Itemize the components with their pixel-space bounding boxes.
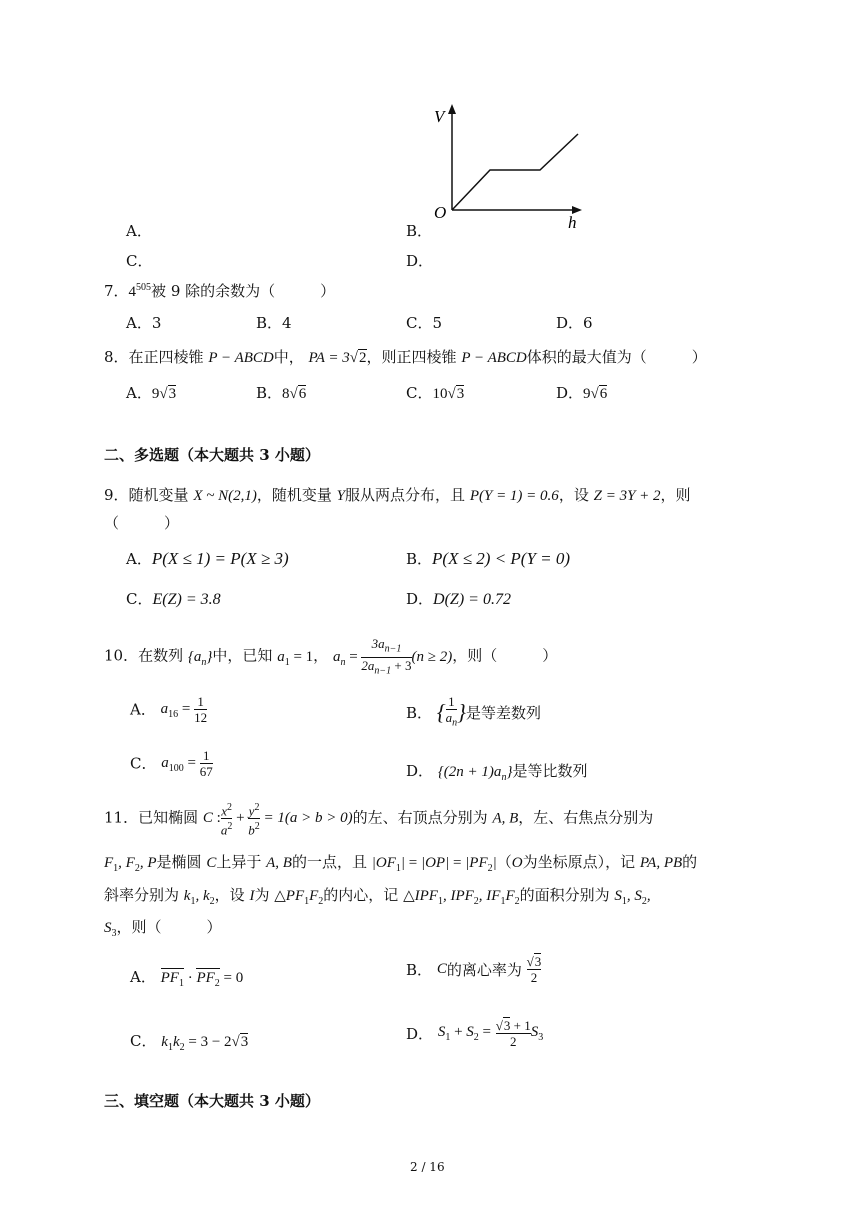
q9-text-2: ，随机变量: [256, 486, 332, 504]
q11-option-d-label: D．: [406, 1025, 434, 1043]
q6-option-b[interactable]: B．: [406, 222, 433, 240]
q9-option-a[interactable]: [126, 548, 289, 569]
q8-number: 8．: [104, 348, 129, 366]
q9-y: Y: [336, 488, 346, 504]
q9-paren: （ ）: [104, 514, 180, 532]
q9-option-d-expr: D(Z) = 0.72: [433, 591, 511, 608]
q11-text-13: 的面积分别为: [519, 886, 610, 904]
q9-text-1: 随机变量: [128, 486, 189, 504]
q11-option-c-label: C．: [130, 1032, 157, 1050]
q11-text-6: 的一点，且: [291, 853, 367, 871]
q8-option-c-coef: 10: [432, 386, 448, 402]
q11-option-b-label: B．: [406, 961, 433, 979]
q9-number: 9．: [104, 486, 129, 504]
q8-pyramid-2: P − ABCD: [461, 350, 527, 366]
q11-text-9: 的: [682, 853, 698, 871]
q8-option-b[interactable]: B．8√6: [256, 384, 307, 402]
q11-text-7: （: [496, 853, 512, 871]
q10-option-c[interactable]: [130, 748, 213, 779]
q11-option-d-expr: $S_1 + S_2$ =: [437, 1024, 491, 1043]
q11-f1f2p: $F_1$, $F_2$, P: [104, 855, 157, 874]
q8-pa-radicand: 2: [359, 350, 367, 366]
q7-base: 4: [128, 284, 137, 300]
q11-abs-eq: $|OF_1| = |OP| = |PF_2|$: [371, 855, 497, 874]
q9-x-dist: X ~ N(2,1): [193, 488, 257, 504]
q8-option-c[interactable]: C．10√3: [406, 384, 465, 402]
section-2-heading: 二、多选题（本大题共 3 小题）: [104, 446, 320, 464]
q8-option-a-coef: 9: [151, 386, 160, 402]
q8-option-d-label: D．: [556, 384, 584, 402]
q11-text-1: 已知椭圆: [138, 808, 199, 827]
q10-a1: $a_1 = 1$: [277, 648, 314, 668]
q11-option-c-expr: $k_1k_2 = 3 - 2√3$: [161, 1034, 249, 1053]
q9-text-5: ，则: [660, 486, 691, 504]
q9-option-d-label: D．: [406, 590, 434, 608]
q9-option-c-expr: E(Z) = 3.8: [152, 591, 221, 608]
q10-option-b-label: B．: [406, 703, 433, 722]
q10-stem: [104, 636, 557, 678]
q8-option-d[interactable]: D．9√6: [556, 384, 608, 402]
q9-option-b-label: B．: [406, 550, 433, 568]
q6-option-c[interactable]: C．: [126, 252, 153, 270]
q8-text-4: 体积的最大值为（ ）: [526, 348, 707, 366]
q10-seq: $\{a_n\}$: [187, 648, 213, 668]
q9-option-b-expr: P(X ≤ 2) < P(Y = 0): [432, 549, 571, 568]
q11-triangle: $\triangle PF_1F_2$: [274, 888, 324, 907]
q11-option-d-frac: $\frac{√3 + 1}{2}$: [495, 1018, 531, 1049]
y-axis-arrow: [448, 104, 456, 114]
q9-text-4: ，设: [558, 486, 589, 504]
q10-option-a-expr: $a_{16}$ = $\frac{1}{12}$: [160, 694, 208, 725]
q6-option-a[interactable]: A．: [126, 222, 152, 240]
q10-option-b-text: 是等差数列: [465, 703, 541, 722]
volume-height-graph: [420, 100, 590, 235]
q8-option-c-rad: 3: [456, 386, 465, 402]
q8-option-a-rad: 3: [168, 386, 177, 402]
q11-text-5: 上异于: [216, 853, 262, 871]
page-number: 2 / 16: [410, 1160, 445, 1174]
q9-option-a-label: A．: [126, 550, 152, 568]
q9-option-c[interactable]: [126, 588, 221, 609]
q11-line3-text: 斜率分别为: [104, 886, 180, 904]
q11-text-11: 为: [254, 886, 270, 904]
q11-line-2: [104, 851, 697, 874]
q11-papb: PA, PB: [639, 855, 683, 871]
q8-option-b-rad: 6: [298, 386, 307, 402]
q11-c: C: [206, 855, 217, 871]
q7-option-a[interactable]: A．3: [126, 314, 162, 332]
q8-option-a-label: A．: [126, 384, 152, 402]
q8-pa: PA = 3: [308, 350, 350, 366]
q8-option-a[interactable]: A．9√3: [126, 384, 177, 402]
q10-text-1: 在数列: [138, 646, 184, 665]
q8-text-1: 在正四棱锥: [128, 348, 204, 366]
q7-option-d[interactable]: D．6: [556, 314, 593, 332]
q11-option-b[interactable]: [406, 954, 541, 985]
q10-option-d-expr: $\{(2n + 1)a_n\}$: [437, 764, 513, 783]
q11-text-14: ，则（ ）: [116, 918, 222, 936]
q8-option-c-label: C．: [406, 384, 433, 402]
q9-option-d[interactable]: [406, 588, 511, 609]
q10-option-a[interactable]: [130, 694, 207, 725]
q9-option-b[interactable]: [406, 548, 570, 569]
q11-o: O: [511, 855, 523, 871]
q10-recurrence: $a_n$ = $\frac{3a_{n-1}}{2a_{n-1} + 3}$ (n ≥ 2): [332, 636, 453, 677]
q11-s3: $S_3$: [104, 920, 117, 939]
q7-text: 被 9 除的余数为（ ）: [151, 282, 336, 300]
origin-label: O: [434, 203, 447, 222]
volume-curve: [452, 134, 578, 210]
q10-text-2: 中，已知: [212, 646, 273, 665]
q11-option-d[interactable]: D． $S_1 + S_2$ = $\frac{√3 + 1}{2}$ $S_3$: [406, 1018, 544, 1049]
q7-number: 7．: [104, 282, 129, 300]
q11-option-b-text: 的离心率为: [446, 961, 522, 979]
q11-option-a[interactable]: [130, 966, 243, 989]
x-axis-label: h: [568, 213, 577, 232]
q7-option-b[interactable]: B．4: [256, 314, 292, 332]
q10-text-4: ，则（ ）: [452, 646, 558, 665]
y-axis-label: V: [434, 107, 445, 126]
q8-text-3: ，则正四棱锥: [366, 348, 457, 366]
q10-option-d-label: D．: [406, 762, 434, 780]
q7-stem: [104, 280, 335, 301]
q8-pyramid: P − ABCD: [208, 350, 274, 366]
q10-option-d-text: 是等比数列: [512, 762, 588, 780]
q11-ellipse-eq: C : $\frac{x^2}{a^2}$ + $\frac{y^2}{b^2}$ = 1(a > b > 0): [202, 802, 353, 838]
q10-option-d[interactable]: [406, 760, 587, 783]
q11-option-c[interactable]: [130, 1030, 248, 1053]
q9-py: P(Y = 1) = 0.6: [469, 488, 559, 504]
q11-line-3: [104, 884, 651, 907]
q11-option-a-expr: $PF_1 \cdot PF_2 = 0$: [160, 970, 244, 989]
q11-i: I: [249, 888, 255, 904]
q8-stem: 8．在正四棱锥 P − ABCD中， PA = 3√2，则正四棱锥 P − ABCD体积的最大值为（ ）: [104, 348, 707, 366]
q10-option-c-expr: $a_{100}$ = $\frac{1}{67}$: [161, 748, 213, 779]
q8-text-2: 中，: [273, 348, 304, 366]
section-3-heading: 三、填空题（本大题共 3 小题）: [104, 1092, 320, 1110]
q10-text-3: ，: [313, 646, 329, 665]
q11-line-4: [104, 916, 222, 939]
q11-triangles: $\triangle IPF_1$, $IPF_2$, $IF_1F_2$: [403, 888, 520, 907]
q6-option-d[interactable]: D．: [406, 252, 434, 270]
q10-option-b-expr: {: [436, 699, 446, 725]
q11-number: 11．: [104, 808, 139, 827]
q11-ab: A, B: [492, 810, 519, 827]
q9-z: Z = 3Y + 2: [593, 488, 661, 504]
q9-option-c-label: C．: [126, 590, 153, 608]
q10-option-b[interactable]: B． { $\frac{1}{a_n}$ }是等差数列: [406, 694, 541, 729]
q8-option-b-label: B．: [256, 384, 283, 402]
q11-option-a-label: A．: [130, 968, 156, 986]
q10-option-a-label: A．: [130, 700, 156, 719]
q9-text-3: 服从两点分布，且: [345, 486, 466, 504]
q8-option-d-rad: 6: [599, 386, 608, 402]
q11-text-8: 为坐标原点），记: [522, 853, 636, 871]
q10-option-c-label: C．: [130, 754, 157, 773]
q11-text-3: ，左、右焦点分别为: [518, 808, 654, 827]
q11-text-2: 的左、右顶点分别为: [352, 808, 488, 827]
q11-k1k2: $k_1$, $k_2$: [183, 888, 215, 907]
q7-exponent: 505: [136, 282, 152, 293]
q7-option-c[interactable]: C．5: [406, 314, 443, 332]
q11-ab-2: A, B: [266, 855, 292, 871]
q9-option-a-expr: P(X ≤ 1) = P(X ≥ 3): [151, 549, 289, 568]
q11-s1s2: $S_1$, $S_2$,: [614, 888, 651, 907]
q11-option-b-frac: $\frac{√3}{2}$: [526, 954, 542, 985]
q9-stem: [104, 484, 691, 505]
q11-line-1: [104, 800, 653, 838]
q10-number: 10．: [104, 646, 139, 665]
q8-option-b-coef: 8: [282, 386, 290, 402]
q11-option-b-c: C: [436, 961, 447, 977]
q11-text-12: 的内心，记: [323, 886, 399, 904]
q11-text-4: 是椭圆: [156, 853, 202, 871]
q8-option-d-coef: 9: [583, 386, 591, 402]
q11-text-10: ，设: [214, 886, 245, 904]
